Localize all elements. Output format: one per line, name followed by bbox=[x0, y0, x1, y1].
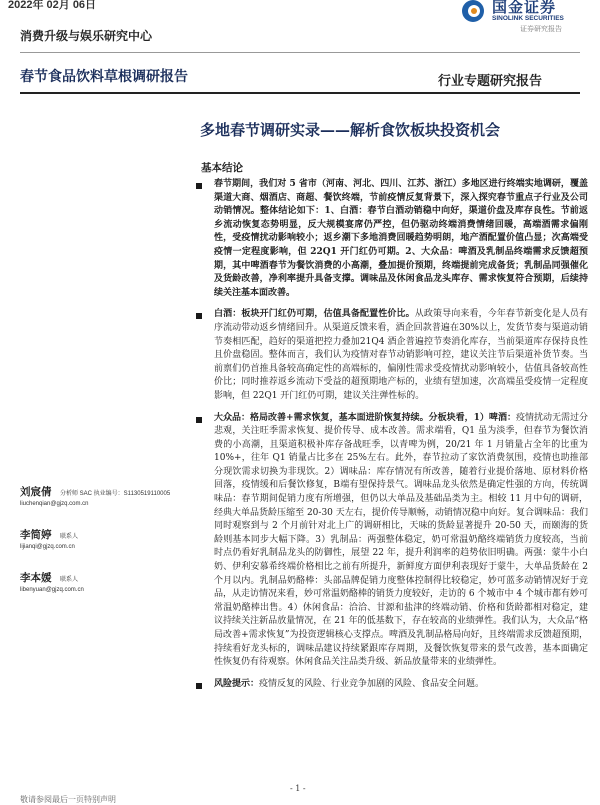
summary-content bbox=[190, 178, 588, 699]
bullet-icon bbox=[196, 183, 202, 189]
bullet-icon bbox=[196, 313, 202, 319]
bullet-icon bbox=[196, 683, 202, 689]
securities-report-label: 证券研究报告 bbox=[520, 25, 562, 33]
report-type: 行业专题研究报告 bbox=[438, 74, 543, 89]
analyst-role: 分析师 SAC 执业编号：S1130519110005 bbox=[60, 491, 171, 497]
logo-name-en: SINOLINK SECURITIES bbox=[492, 15, 564, 22]
paragraph-risk: 风险提示：疫情反复的风险、行业竞争加剧的风险、食品安全问题。 bbox=[190, 678, 588, 692]
bullet-icon bbox=[196, 417, 202, 423]
paragraph-mass-goods: 大众品：格局改善+需求恢复，基本面进阶恢复持续。分板块看，1）啤酒：疫情扰动无需过分悲观，关注旺季需求恢复、提价传导、成本改善。需求端看，Q1 虽为淡季，但春节为餐饮消费的小高潮，且渠道积极补库存备战旺季，以青啤为例，20/21 年 1 月销量占全年的比重为 10%+，往年 Q1 销量占比多在 25%左右。此外，春节拉动了家饮消费氛围，疫情也助推部分现饮需求切换为非现饮。2）调味品：库存情况有所改善，随着行业提价落地、原材料价格回落，疫情缓和后餐饮修复，B端有望保持景气。调味品龙头依然是确定性强的方向，传统调味品：春节期间促销力度有所增强，但仍以大单品及基础品类为主。相较 11 月中旬的调研，经典大单品货龄压缩至 20-30 天左右，提价传导顺畅，动销情况稳中向好。复合调味品：我们同时观察到与 2 个月前针对北上广的调研相比，天味的货龄显著提升 20-50 天，而颐海的货龄则基本同步大幅下降。3）乳制品：两强整体稳定，奶可常温奶酪终端销货力度较高，当前时点仍看好乳制品龙头的防御性，展望 22 年，提升利润率的趋势依旧明确。两强：蒙牛小白奶、伊利安慕希终端价格相比之前有所提升，新鲜度方面伊利表现好于蒙牛，大单品货龄在 2 个月以内。乳制品奶酪棒：头部品牌促销力度整体控制得比较稳定，妙可蓝多动销情况好于竞品，从走访情况来看，妙可常温奶酪棒的销货力度较好，走访的 6 个城市中 4 个城市都有妙可常温奶酪棒出售。4）休闲食品：洽洽、甘源和盐津的终端动销、价格和货龄都相对稳定，建议持续关注新品放量情况，在 21 年的低基数下，存在较高的业绩弹性。我们认为，大众品“格局改善+需求恢复”为投资逻辑核心支撑点。啤酒及乳制品格局向好，且终端需求反馈超预期，持续看好龙头标的，调味品建议持续紧跟库存周期，及餐饮恢复带来的景气改善，基本面确定性恢复仍有待观察。休闲食品关注品类升级、新品放量带来的业绩弹性。 bbox=[190, 412, 588, 670]
analyst-role: 联系人 bbox=[60, 534, 79, 540]
analyst-list bbox=[20, 484, 190, 613]
paragraph-survey: 春节期间，我们对 5 省市（河南、河北、四川、江苏、浙江）多地区进行终端实地调研，覆盖渠道大商、烟酒店、商超、餐饮终端，节前疫情反复背景下，深入探究春节重点子行业及公司动销情况。整体结论如下：1、白酒：春节白酒动销稳中向好，渠道价盘及库存良性。节前返乡流动恢复态势明显，反大规模宴席仍严控，但仍驱动终端消费情绪回暖，高端酒需求偏刚性，受疫情扰动影响较小；返乡潮下多地消费回暖趋势明朗，地产酒配置价值凸显；次高端受疫情一定程度影响，但 22Q1 开门红仍可期。2、大众品：啤酒及乳制品终端需求反馈超预期，其中啤酒春节为餐饮消费的小高潮，叠加提价预期，终端提前完成备货；乳制品同强催化及货龄改善，净利率提升具备支撑。调味品及休闲食品龙头库存、需求恢复符合预期，后续持续关注基本面改善。 bbox=[190, 178, 588, 300]
analyst-name: 刘宸倩 bbox=[20, 486, 52, 498]
analyst-email[interactable]: liuchenqian@gjzq.com.cn bbox=[20, 501, 89, 507]
header-divider bbox=[20, 52, 580, 53]
logo-name-cn: 国金证券 bbox=[492, 0, 557, 16]
analyst-entry bbox=[20, 570, 190, 593]
report-title: 春节食品饮料草根调研报告 bbox=[20, 69, 188, 85]
section-heading: 基本结论 bbox=[201, 162, 243, 174]
analyst-name: 李简婷 bbox=[20, 529, 52, 541]
title-divider bbox=[20, 92, 580, 94]
report-date: 2022年 02月 06日 bbox=[8, 0, 97, 11]
page-number: - 1 - bbox=[290, 784, 306, 793]
research-center-name: 消费升级与娱乐研究中心 bbox=[20, 29, 153, 43]
analyst-entry bbox=[20, 527, 190, 550]
analyst-role: 联系人 bbox=[60, 577, 79, 583]
disclaimer-note: 敬请参阅最后一页特别声明 bbox=[20, 795, 116, 804]
analyst-email[interactable]: lijianqi@gjzq.com.cn bbox=[20, 544, 75, 550]
logo-icon bbox=[462, 0, 488, 22]
company-logo bbox=[462, 0, 564, 23]
analyst-entry bbox=[20, 484, 190, 507]
analyst-name: 李本媛 bbox=[20, 572, 52, 584]
analyst-email[interactable]: libenyuan@gjzq.com.cn bbox=[20, 587, 84, 593]
main-title: 多地春节调研实录——解析食饮板块投资机会 bbox=[200, 121, 501, 139]
paragraph-baijiu: 白酒：板块开门红仍可期，估值具备配置性价比。从政策导向来看，今年春节新变化是人员有序流动带动返乡情绪回升。从渠道反馈来看，酒企回款普遍在30%以上，发货节奏与渠道动销节奏相匹配，趋好的渠道把控力叠加21Q4 酒企普遍控节奏消化库存，当前渠道库存保持良性且价盘稳固。整体而言，我们认为疫情对春节动销影响可控，建议关注节后渠道补货节奏。当前禀们仍首推具备较高确定性的高端标的，偏刚性需求受疫情扰动影响较小，估值具备较高性价比；同时推荐返乡流动下受益的超预期地产标的，业绩有望加速，次高端虽受疫情一定程度影响，但 22Q1 开门红仍可期，建议关注弹性标的。 bbox=[190, 308, 588, 403]
